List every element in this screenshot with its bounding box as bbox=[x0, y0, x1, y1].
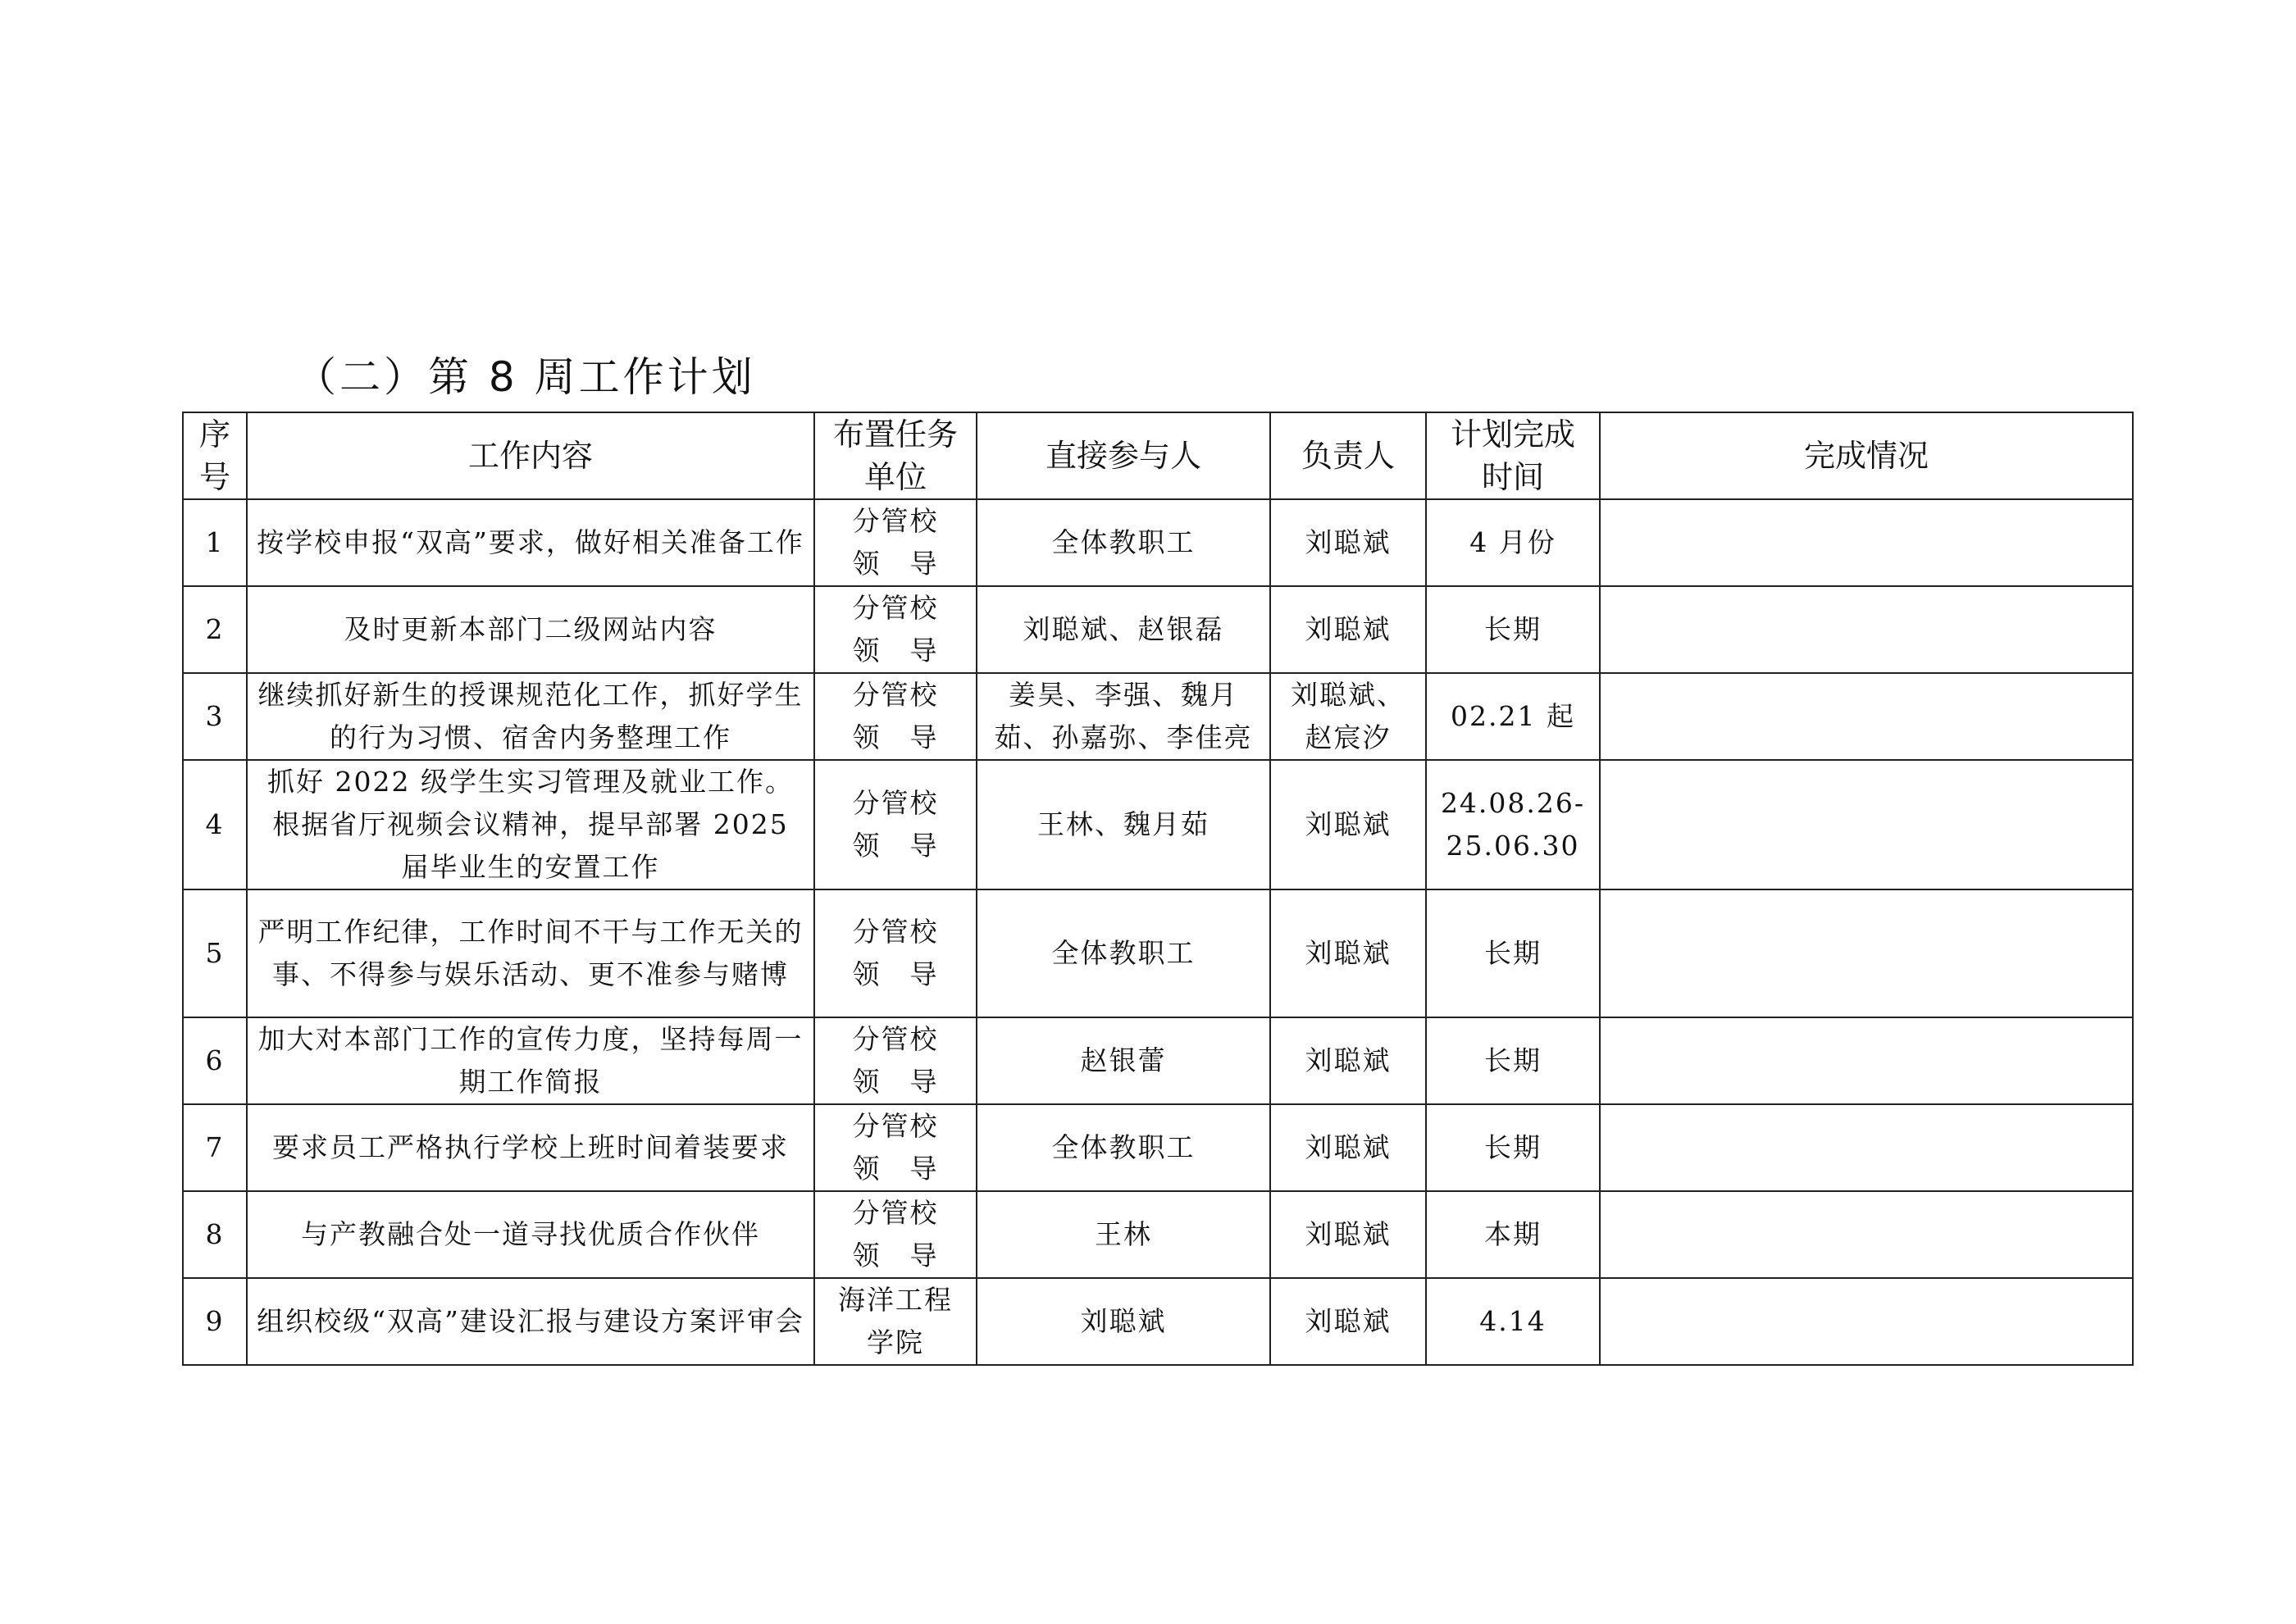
cell-status bbox=[1600, 1278, 2133, 1365]
cell-owner: 刘聪斌 bbox=[1270, 889, 1426, 1017]
header-status: 完成情况 bbox=[1600, 412, 2133, 499]
cell-content: 加大对本部门工作的宣传力度，坚持每周一期工作简报 bbox=[247, 1017, 814, 1104]
cell-owner: 刘聪斌 bbox=[1270, 586, 1426, 673]
cell-status bbox=[1600, 586, 2133, 673]
cell-due: 4.14 bbox=[1426, 1278, 1600, 1365]
cell-participants: 全体教职工 bbox=[977, 1104, 1270, 1191]
table-row bbox=[183, 499, 2133, 586]
cell-seq: 6 bbox=[183, 1017, 247, 1104]
cell-content: 要求员工严格执行学校上班时间着装要求 bbox=[247, 1104, 814, 1191]
header-participants: 直接参与人 bbox=[977, 412, 1270, 499]
cell-owner: 刘聪斌 bbox=[1270, 1278, 1426, 1365]
table-row bbox=[183, 1278, 2133, 1365]
cell-unit: 分管校 领 导 bbox=[814, 1017, 977, 1104]
table-row bbox=[183, 1191, 2133, 1278]
cell-status bbox=[1600, 889, 2133, 1017]
cell-unit: 分管校 领 导 bbox=[814, 1191, 977, 1278]
table-row bbox=[183, 889, 2133, 1017]
cell-content: 与产教融合处一道寻找优质合作伙伴 bbox=[247, 1191, 814, 1278]
cell-content: 严明工作纪律，工作时间不干与工作无关的事、不得参与娱乐活动、更不准参与赌博 bbox=[247, 889, 814, 1017]
cell-status bbox=[1600, 1191, 2133, 1278]
cell-seq: 1 bbox=[183, 499, 247, 586]
cell-unit: 海洋工程 学院 bbox=[814, 1278, 977, 1365]
cell-due: 4 月份 bbox=[1426, 499, 1600, 586]
cell-seq: 4 bbox=[183, 760, 247, 889]
table-row bbox=[183, 673, 2133, 760]
cell-participants: 姜昊、李强、魏月茹、孙嘉弥、李佳亮 bbox=[977, 673, 1270, 760]
cell-owner: 刘聪斌 bbox=[1270, 1017, 1426, 1104]
cell-content: 抓好 2022 级学生实习管理及就业工作。根据省厅视频会议精神，提早部署 2025 届毕业生的安置工作 bbox=[247, 760, 814, 889]
cell-participants: 赵银蕾 bbox=[977, 1017, 1270, 1104]
cell-due: 长期 bbox=[1426, 1017, 1600, 1104]
cell-owner: 刘聪斌 bbox=[1270, 760, 1426, 889]
cell-content: 按学校申报“双高”要求，做好相关准备工作 bbox=[247, 499, 814, 586]
work-plan-table bbox=[182, 412, 2134, 1366]
cell-status bbox=[1600, 1017, 2133, 1104]
cell-participants: 王林 bbox=[977, 1191, 1270, 1278]
cell-unit: 分管校 领 导 bbox=[814, 673, 977, 760]
table-header-row bbox=[183, 412, 2133, 499]
cell-content: 组织校级“双高”建设汇报与建设方案评审会 bbox=[247, 1278, 814, 1365]
cell-seq: 9 bbox=[183, 1278, 247, 1365]
header-content: 工作内容 bbox=[247, 412, 814, 499]
cell-participants: 全体教职工 bbox=[977, 889, 1270, 1017]
cell-seq: 5 bbox=[183, 889, 247, 1017]
cell-unit: 分管校 领 导 bbox=[814, 499, 977, 586]
cell-content: 继续抓好新生的授课规范化工作，抓好学生的行为习惯、宿舍内务整理工作 bbox=[247, 673, 814, 760]
cell-status bbox=[1600, 760, 2133, 889]
cell-participants: 刘聪斌 bbox=[977, 1278, 1270, 1365]
cell-status bbox=[1600, 673, 2133, 760]
cell-status bbox=[1600, 499, 2133, 586]
table-row bbox=[183, 1017, 2133, 1104]
cell-status bbox=[1600, 1104, 2133, 1191]
header-unit: 布置任务 单位 bbox=[814, 412, 977, 499]
cell-due: 02.21 起 bbox=[1426, 673, 1600, 760]
cell-seq: 2 bbox=[183, 586, 247, 673]
cell-unit: 分管校 领 导 bbox=[814, 889, 977, 1017]
cell-due: 24.08.26-25.06.30 bbox=[1426, 760, 1600, 889]
cell-participants: 全体教职工 bbox=[977, 499, 1270, 586]
cell-seq: 3 bbox=[183, 673, 247, 760]
cell-seq: 8 bbox=[183, 1191, 247, 1278]
cell-seq: 7 bbox=[183, 1104, 247, 1191]
cell-due: 长期 bbox=[1426, 1104, 1600, 1191]
cell-due: 长期 bbox=[1426, 889, 1600, 1017]
header-seq: 序 号 bbox=[183, 412, 247, 499]
page-title: （二）第 8 周工作计划 bbox=[295, 353, 756, 401]
cell-unit: 分管校 领 导 bbox=[814, 1104, 977, 1191]
cell-owner: 刘聪斌 bbox=[1270, 1104, 1426, 1191]
cell-unit: 分管校 领 导 bbox=[814, 586, 977, 673]
header-owner: 负责人 bbox=[1270, 412, 1426, 499]
cell-participants: 刘聪斌、赵银磊 bbox=[977, 586, 1270, 673]
table-row bbox=[183, 586, 2133, 673]
cell-due: 本期 bbox=[1426, 1191, 1600, 1278]
cell-owner: 刘聪斌 bbox=[1270, 1191, 1426, 1278]
table-row bbox=[183, 760, 2133, 889]
cell-due: 长期 bbox=[1426, 586, 1600, 673]
cell-owner: 刘聪斌、赵宸汐 bbox=[1270, 673, 1426, 760]
cell-content: 及时更新本部门二级网站内容 bbox=[247, 586, 814, 673]
cell-participants: 王林、魏月茹 bbox=[977, 760, 1270, 889]
cell-unit: 分管校 领 导 bbox=[814, 760, 977, 889]
header-due: 计划完成 时间 bbox=[1426, 412, 1600, 499]
cell-owner: 刘聪斌 bbox=[1270, 499, 1426, 586]
table-row bbox=[183, 1104, 2133, 1191]
